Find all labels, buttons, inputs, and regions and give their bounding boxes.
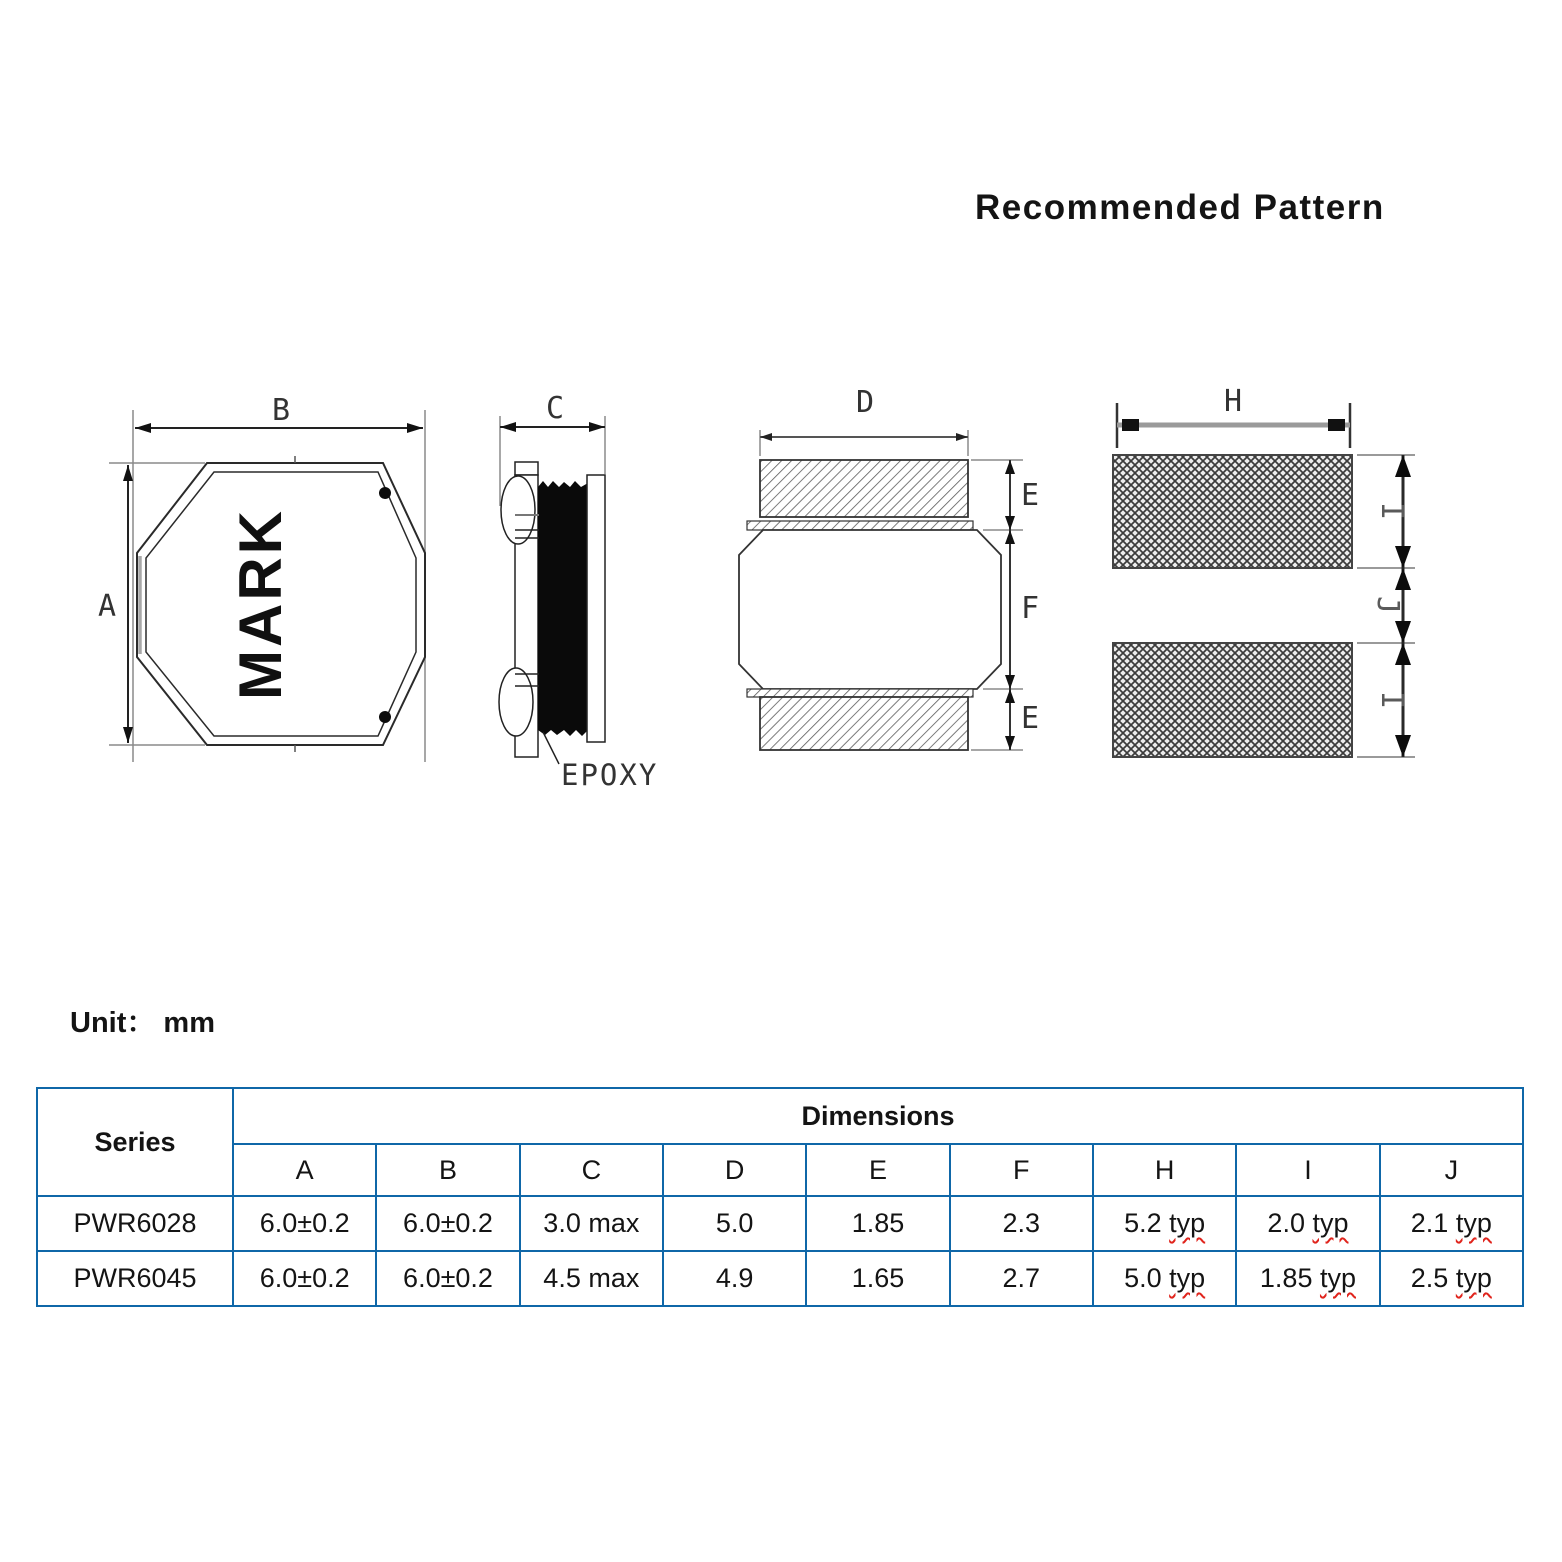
top-view-drawing <box>95 390 465 790</box>
series-rows <box>37 1196 1523 1306</box>
side-view-drawing <box>485 388 695 800</box>
dim-label-b: B <box>271 393 291 428</box>
arrowhead <box>589 422 605 432</box>
terminal-hatch-top <box>760 460 968 517</box>
terminal-bump-bottom <box>499 668 533 736</box>
arrowhead <box>1395 455 1411 477</box>
typ-suffix: typ <box>1455 1263 1492 1293</box>
dim-col-header: D <box>663 1144 806 1196</box>
terminal-bump-top <box>501 476 535 544</box>
body-outline <box>739 530 1001 689</box>
mark-text: MARK <box>226 508 294 700</box>
typ-suffix: typ <box>1169 1208 1206 1238</box>
table-header-rows <box>37 1088 1523 1196</box>
value-cell: 2.3 <box>950 1196 1093 1251</box>
arrowhead <box>1395 568 1411 590</box>
arrowhead <box>1005 516 1015 530</box>
arrowhead <box>123 465 133 481</box>
flange-plate <box>587 475 605 742</box>
dim-label-h: H <box>1223 385 1243 419</box>
dim-label-a: A <box>97 589 117 624</box>
land-pad-bottom <box>1113 643 1352 757</box>
dim-label-i-bottom: I <box>1374 690 1409 710</box>
coil-winding <box>538 481 588 736</box>
arrow-block <box>1328 419 1345 431</box>
arrowhead <box>1005 736 1015 750</box>
arrowhead <box>1395 546 1411 568</box>
polarity-dot <box>379 487 391 499</box>
value-cell: 3.0 max <box>520 1196 663 1251</box>
dim-letter-row <box>37 1144 1523 1196</box>
value-cell: 2.5 typ <box>1380 1251 1523 1306</box>
terminal-hatch-bottom <box>760 697 968 750</box>
arrowhead <box>1005 460 1015 474</box>
series-header-cell: Series <box>37 1088 233 1196</box>
dimensions-table-wrapper <box>36 1087 1524 1307</box>
dim-label-e-top: E <box>1021 478 1040 513</box>
value-cell: 1.65 <box>806 1251 949 1306</box>
terminal-hatch-top-strip <box>747 521 973 530</box>
recommended-pattern-heading: Recommended Pattern <box>975 188 1385 227</box>
value-cell: 4.5 max <box>520 1251 663 1306</box>
value-cell: 4.9 <box>663 1251 806 1306</box>
epoxy-label: EPOXY <box>561 758 659 792</box>
dim-label-c: C <box>545 391 565 426</box>
value-cell: 5.2 typ <box>1093 1196 1236 1251</box>
arrow-block <box>1122 419 1139 431</box>
dim-col-header: A <box>233 1144 376 1196</box>
dim-col-header: B <box>376 1144 519 1196</box>
dim-col-header: J <box>1380 1144 1523 1196</box>
value-cell: 1.85 <box>806 1196 949 1251</box>
value-cell: 2.7 <box>950 1251 1093 1306</box>
arrowhead <box>1395 735 1411 757</box>
value-cell: 2.0 typ <box>1236 1196 1379 1251</box>
arrowhead <box>135 423 151 433</box>
value-cell: 6.0±0.2 <box>376 1196 519 1251</box>
arrowhead <box>1395 621 1411 643</box>
table-row <box>37 1196 1523 1251</box>
arrowhead <box>1005 530 1015 544</box>
arrowhead <box>1005 675 1015 689</box>
dimensions-table <box>36 1087 1524 1307</box>
arrowhead <box>956 433 968 441</box>
typ-suffix: typ <box>1312 1208 1349 1238</box>
dim-col-header: H <box>1093 1144 1236 1196</box>
typ-suffix: typ <box>1455 1208 1492 1238</box>
dim-col-header: F <box>950 1144 1093 1196</box>
polarity-dot <box>379 711 391 723</box>
value-cell: 1.85 typ <box>1236 1251 1379 1306</box>
value-cell: 6.0±0.2 <box>376 1251 519 1306</box>
dim-label-e-bottom: E <box>1021 701 1040 736</box>
dim-col-header: E <box>806 1144 949 1196</box>
arrowhead <box>1395 643 1411 665</box>
value-cell: 6.0±0.2 <box>233 1251 376 1306</box>
land-pad-top <box>1113 455 1352 568</box>
typ-suffix: typ <box>1169 1263 1206 1293</box>
series-cell: PWR6045 <box>37 1251 233 1306</box>
value-cell: 5.0 typ <box>1093 1251 1236 1306</box>
dimensions-header-cell: Dimensions <box>233 1088 1523 1144</box>
dim-col-header: C <box>520 1144 663 1196</box>
value-cell: 6.0±0.2 <box>233 1196 376 1251</box>
unit-label: Unit： mm <box>70 1007 216 1039</box>
table-row <box>37 1251 1523 1306</box>
series-cell: PWR6028 <box>37 1196 233 1251</box>
dim-label-j: J <box>1370 595 1405 615</box>
leader-line <box>543 732 559 764</box>
dim-label-d: D <box>855 388 875 420</box>
dim-label-i-top: I <box>1374 501 1409 521</box>
typ-suffix: typ <box>1319 1263 1356 1293</box>
table-row-top <box>37 1088 1523 1144</box>
bottom-view-drawing <box>725 388 1055 768</box>
arrowhead <box>407 423 423 433</box>
arrowhead <box>760 433 772 441</box>
terminal-hatch-bottom-strip <box>747 689 973 697</box>
arrowhead <box>500 422 516 432</box>
dim-label-f: F <box>1021 591 1040 626</box>
core-flange-stub <box>515 462 538 475</box>
value-cell: 5.0 <box>663 1196 806 1251</box>
arrowhead <box>123 727 133 743</box>
value-cell: 2.1 typ <box>1380 1196 1523 1251</box>
dim-col-header: I <box>1236 1144 1379 1196</box>
recommended-pattern-drawing <box>1095 385 1435 785</box>
arrowhead <box>1005 689 1015 703</box>
